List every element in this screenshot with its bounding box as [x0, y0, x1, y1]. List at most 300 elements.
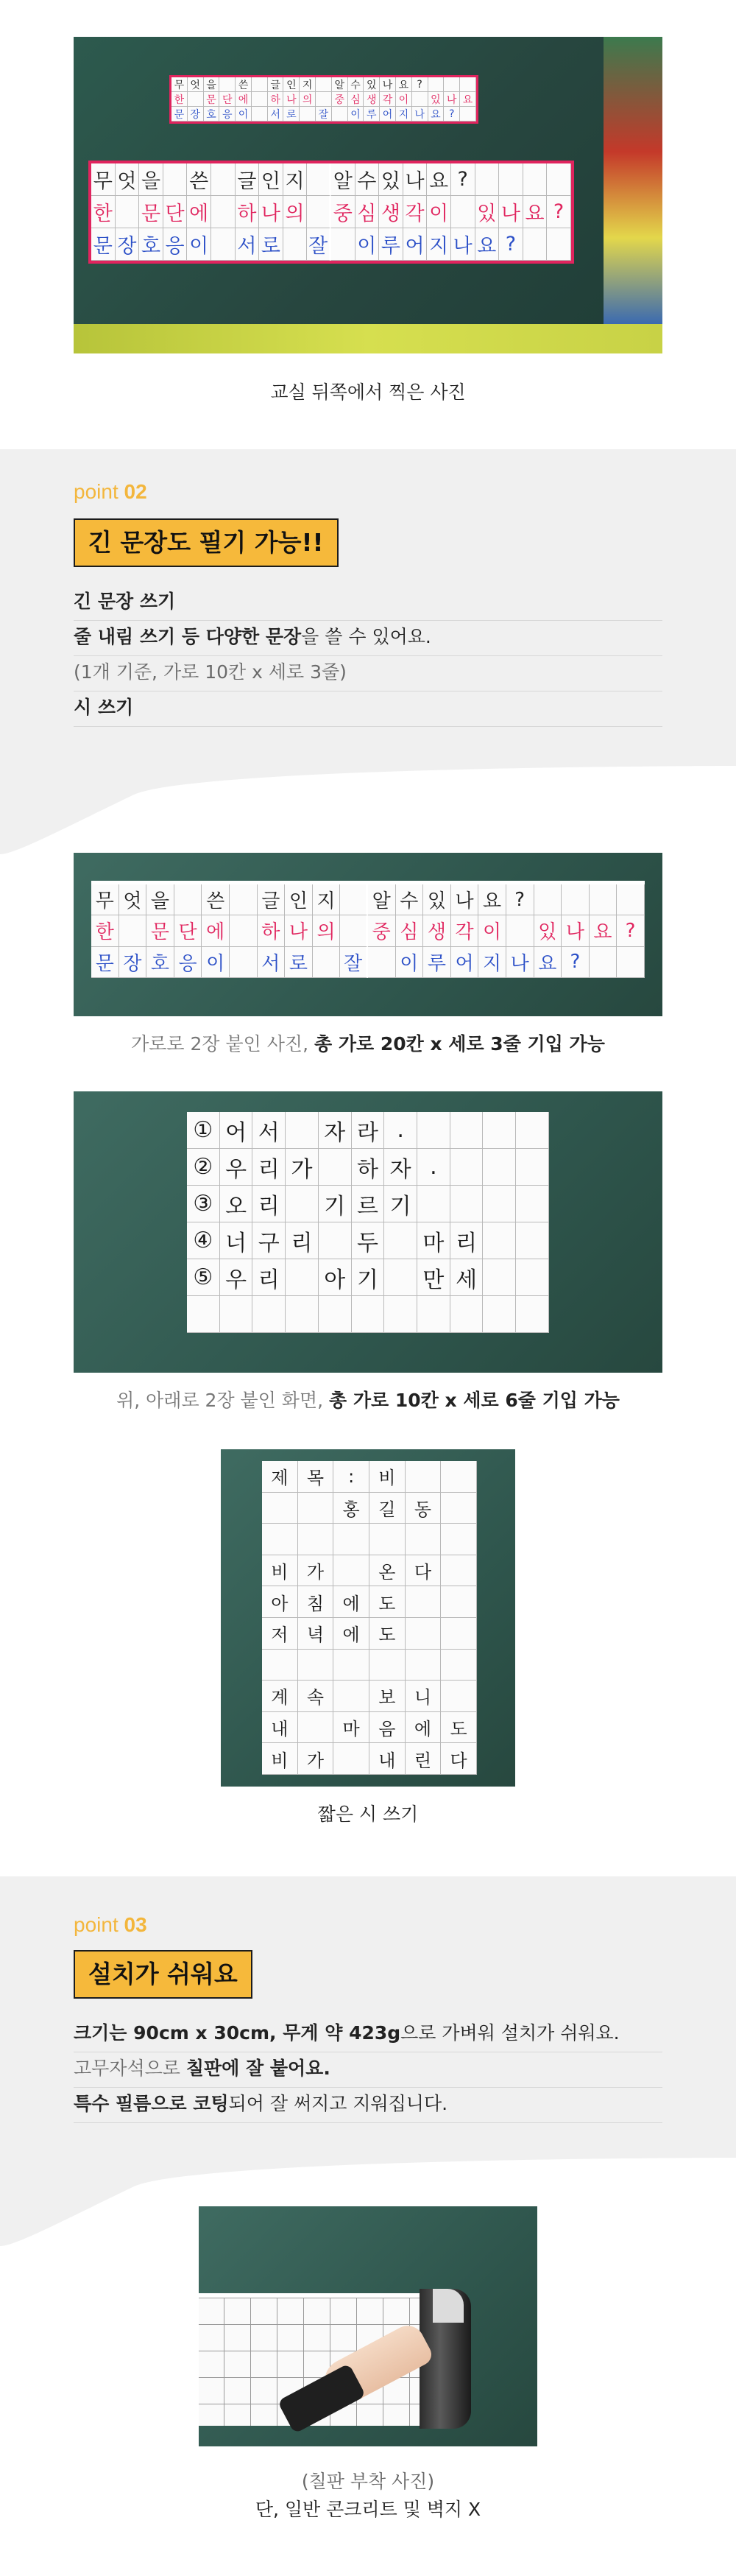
grid-cell: 있 [364, 77, 380, 92]
grid-cell: 로 [259, 228, 283, 261]
grid-cell: ? [412, 77, 428, 92]
grid-cell: 지 [427, 228, 451, 261]
grid-cell: 지 [313, 884, 341, 915]
grid-cell: 너 [220, 1222, 253, 1259]
grid-cell: 무 [91, 163, 116, 196]
grid-cell [499, 163, 523, 196]
grid-cell [286, 1296, 319, 1333]
grid-cell: ? [617, 915, 645, 946]
grid-row [187, 1149, 549, 1186]
grid-row [91, 196, 571, 228]
section-point02-header [0, 449, 736, 781]
grid-row [262, 1650, 477, 1681]
grid-cell [298, 1650, 334, 1681]
point03-line-2: 고무자석으로 칠판에 잘 붙어요. [74, 2056, 662, 2088]
grid-cell: 단 [163, 196, 188, 228]
grid-cell [483, 1149, 516, 1186]
grid-cell: 요 [475, 228, 500, 261]
grid-cell: 나 [259, 196, 283, 228]
grid-cell: 에 [333, 1618, 369, 1650]
grid-cell: 루 [423, 947, 451, 978]
grid-cell [340, 915, 368, 946]
grid-cell [307, 196, 331, 228]
curve-decoration [0, 766, 736, 854]
grid-cell: 내 [262, 1712, 298, 1744]
grid-cell [617, 947, 645, 978]
grid-cell: 가 [298, 1555, 334, 1587]
grid-cell: 의 [283, 196, 308, 228]
grid-row [262, 1681, 477, 1712]
grid-cell: 응 [174, 947, 202, 978]
grid-cell: 리 [450, 1222, 484, 1259]
grid-row [262, 1743, 477, 1775]
grid-cell: 문 [91, 947, 119, 978]
grid-cell [590, 884, 618, 915]
grid-cell [406, 1618, 442, 1650]
grid-cell [475, 163, 500, 196]
grid-cell [460, 77, 476, 92]
grid-cell: 인 [283, 77, 300, 92]
grid-cell: : [333, 1461, 369, 1493]
grid-cell [333, 1555, 369, 1587]
grid-cell [369, 1524, 406, 1555]
grid-cell [441, 1461, 477, 1493]
grid-cell: 나 [380, 77, 396, 92]
grid-cell [516, 1186, 549, 1222]
classroom-wall [604, 37, 662, 324]
grid-cell [307, 163, 331, 196]
grid-cell [516, 1296, 549, 1333]
grid-cell: 지 [283, 163, 308, 196]
grid-cell: 각 [380, 92, 396, 107]
grid-cell: 요 [427, 163, 451, 196]
grid-cell [187, 1296, 220, 1333]
grid-cell: 엇 [188, 77, 204, 92]
grid-cell [441, 1524, 477, 1555]
grid-cell: 쓴 [236, 77, 252, 92]
grid-cell: 에 [187, 196, 211, 228]
grid-cell: 목 [298, 1461, 334, 1493]
grid-cell: 문 [204, 92, 220, 107]
grid-cell [516, 1222, 549, 1259]
grid-cell: 구 [252, 1222, 286, 1259]
grid-cell: 있 [423, 884, 451, 915]
grid-cell: 이 [187, 228, 211, 261]
classroom-caption: 교실 뒤쪽에서 찍은 사진 [270, 381, 466, 403]
grid-cell: 심 [355, 196, 380, 228]
point03-label: point 03 [74, 1913, 147, 1936]
grid-cell [286, 1112, 319, 1149]
grid-cell [298, 1524, 334, 1555]
grid-cell: 인 [259, 163, 283, 196]
grid-cell: 장 [119, 947, 147, 978]
section-point02-photos [0, 766, 736, 1878]
grid-cell: 글 [236, 163, 260, 196]
section-install [0, 2158, 736, 2576]
grid-cell [298, 1712, 334, 1744]
grid-cell: 중 [368, 915, 396, 946]
grid-cell [451, 196, 475, 228]
grid-row [91, 884, 645, 915]
grid-cell [441, 1555, 477, 1587]
grid-cell: 생 [364, 92, 380, 107]
section-point03 [0, 1876, 736, 2171]
grid-cell [262, 1524, 298, 1555]
grid-cell: 어 [403, 228, 428, 261]
grid-cell: 마 [333, 1712, 369, 1744]
grid-cell: ? [562, 947, 590, 978]
grid-cell: . [417, 1149, 450, 1186]
magnet-backing-tip [433, 2289, 464, 2323]
install-photo [199, 2206, 537, 2446]
grid-cell [174, 884, 202, 915]
grid-cell: 응 [163, 228, 188, 261]
grid-row [262, 1493, 477, 1524]
grid-cell: 계 [262, 1681, 298, 1712]
grid-cell [562, 884, 590, 915]
grid-cell: 나 [562, 915, 590, 946]
grid-cell: 알 [331, 163, 355, 196]
grid-row [171, 107, 476, 122]
grid-cell: 지 [396, 107, 412, 122]
grid-cell: 로 [285, 947, 313, 978]
grid-cell: 장 [116, 228, 140, 261]
grid-cell: 이 [236, 107, 252, 122]
grid-cell [412, 92, 428, 107]
grid-cell: 응 [219, 107, 236, 122]
grid-cell: 수 [396, 884, 424, 915]
grid-cell: 나 [285, 915, 313, 946]
grid-cell: 호 [146, 947, 174, 978]
grid-cell: 수 [355, 163, 380, 196]
grid-cell: 쓴 [187, 163, 211, 196]
grid-cell: 이 [396, 947, 424, 978]
grid-cell: 하 [236, 196, 260, 228]
grid-cell [450, 1112, 484, 1149]
grid-cell: 리 [252, 1186, 286, 1222]
grid-cell: 한 [91, 915, 119, 946]
grid-cell: 나 [403, 163, 428, 196]
grid-cell [506, 915, 534, 946]
grid-cell: 제 [262, 1461, 298, 1493]
grid-cell: ② [187, 1149, 220, 1186]
grid-cell: 수 [348, 77, 364, 92]
small-grid-strip [169, 75, 478, 124]
grid-cell: 다 [406, 1555, 442, 1587]
grid-cell: 의 [313, 915, 341, 946]
classroom-photo [74, 37, 662, 353]
section-classroom [0, 0, 736, 449]
grid-row [91, 228, 571, 261]
grid-row [262, 1524, 477, 1555]
grid-cell: 아 [319, 1259, 352, 1296]
grid-cell: 라 [352, 1112, 385, 1149]
grid-row [171, 92, 476, 107]
grid-cell: 단 [219, 92, 236, 107]
grid-cell: 비 [262, 1555, 298, 1587]
grid-cell [590, 947, 618, 978]
grid-cell [252, 92, 268, 107]
grid-cell [523, 228, 548, 261]
grid-cell [417, 1112, 450, 1149]
grid-cell: 린 [406, 1743, 442, 1775]
grid-cell [406, 1650, 442, 1681]
point02-line-1: 긴 문장 쓰기 [74, 589, 662, 621]
grid-cell [441, 1618, 477, 1650]
grid-row [171, 77, 476, 92]
install-caption-note: (칠판 부착 사진) [301, 2471, 435, 2492]
point02-line-4: 시 쓰기 [74, 695, 662, 727]
grid-cell: ③ [187, 1186, 220, 1222]
grid-cell: 마 [417, 1222, 450, 1259]
grid-cell [298, 1493, 334, 1524]
grid-cell [211, 196, 236, 228]
grid-cell [483, 1186, 516, 1222]
horizontal-grid [91, 881, 645, 978]
grid-cell [384, 1259, 417, 1296]
grid-cell: 서 [258, 947, 286, 978]
grid-cell [283, 228, 308, 261]
grid-cell [319, 1222, 352, 1259]
grid-cell [116, 196, 140, 228]
grid-cell: 인 [285, 884, 313, 915]
grid-cell: ① [187, 1112, 220, 1149]
grid-cell [384, 1222, 417, 1259]
grid-cell [333, 1650, 369, 1681]
grid-cell: 요 [590, 915, 618, 946]
grid-cell: 심 [348, 92, 364, 107]
grid-cell: 지 [300, 77, 316, 92]
grid-cell: ? [506, 884, 534, 915]
grid-cell: 알 [368, 884, 396, 915]
grid-cell: 이 [396, 92, 412, 107]
grid-cell [333, 1524, 369, 1555]
grid-cell [211, 163, 236, 196]
grid-cell: 온 [369, 1555, 406, 1587]
grid-cell: 가 [298, 1743, 334, 1775]
vertical-photo [74, 1091, 662, 1373]
grid-cell [332, 107, 348, 122]
grid-cell: 생 [423, 915, 451, 946]
grid-cell: 무 [171, 77, 188, 92]
grid-cell: 리 [286, 1222, 319, 1259]
grid-cell: 문 [171, 107, 188, 122]
grid-cell: ? [451, 163, 475, 196]
grid-cell [547, 163, 571, 196]
grid-cell: 있 [428, 92, 445, 107]
grid-cell: 녁 [298, 1618, 334, 1650]
vertical-grid [187, 1112, 549, 1333]
grid-cell [483, 1259, 516, 1296]
grid-cell: 로 [283, 107, 300, 122]
grid-cell: 기 [352, 1259, 385, 1296]
grid-cell: 호 [204, 107, 220, 122]
grid-cell: 아 [262, 1586, 298, 1618]
point02-title: 긴 문장도 필기 가능!! [74, 518, 339, 567]
grid-cell [119, 915, 147, 946]
grid-cell [417, 1296, 450, 1333]
grid-cell [262, 1650, 298, 1681]
grid-cell [369, 1650, 406, 1681]
grid-cell [460, 107, 476, 122]
grid-cell [450, 1186, 484, 1222]
grid-cell: 쓴 [202, 884, 230, 915]
grid-cell: 침 [298, 1586, 334, 1618]
grid-cell [340, 884, 368, 915]
grid-cell [450, 1149, 484, 1186]
grid-cell: 저 [262, 1618, 298, 1650]
grid-row [187, 1296, 549, 1333]
grid-cell: 자 [319, 1112, 352, 1149]
grid-cell: 잘 [307, 228, 331, 261]
grid-cell [286, 1186, 319, 1222]
grid-cell: 기 [319, 1186, 352, 1222]
grid-cell: 비 [369, 1461, 406, 1493]
grid-row [262, 1712, 477, 1744]
grid-cell: 각 [451, 915, 479, 946]
grid-cell: 을 [139, 163, 163, 196]
point02-line-2: 줄 내림 쓰기 등 다양한 문장을 쓸 수 있어요. [74, 624, 662, 656]
grid-cell [230, 947, 258, 978]
horizontal-caption: 가로로 2장 붙인 사진, 총 가로 20칸 x 세로 3줄 기입 가능 [131, 1033, 605, 1055]
grid-cell [319, 1149, 352, 1186]
grid-cell [516, 1112, 549, 1149]
grid-cell: 비 [262, 1743, 298, 1775]
grid-cell [516, 1259, 549, 1296]
grid-cell: 다 [441, 1743, 477, 1775]
grid-cell: 요 [523, 196, 548, 228]
grid-cell [163, 163, 188, 196]
grid-cell: 에 [236, 92, 252, 107]
grid-cell [319, 1296, 352, 1333]
grid-cell: 요 [396, 77, 412, 92]
grid-row [91, 915, 645, 946]
grid-cell [286, 1259, 319, 1296]
grid-cell [441, 1681, 477, 1712]
grid-cell: 중 [332, 92, 348, 107]
grid-row [187, 1259, 549, 1296]
grid-cell: 루 [379, 228, 403, 261]
grid-cell: 에 [202, 915, 230, 946]
grid-cell [219, 77, 236, 92]
grid-cell [441, 1586, 477, 1618]
chalk-ledge [74, 324, 662, 353]
grid-cell: 글 [268, 77, 284, 92]
poem-caption: 짧은 시 쓰기 [317, 1803, 419, 1825]
grid-cell: 요 [478, 884, 506, 915]
grid-cell [333, 1743, 369, 1775]
grid-row [187, 1112, 549, 1149]
grid-cell [406, 1586, 442, 1618]
poem-photo [221, 1449, 515, 1787]
grid-cell [417, 1186, 450, 1222]
grid-cell: 요 [460, 92, 476, 107]
grid-cell: 홍 [333, 1493, 369, 1524]
grid-row [262, 1555, 477, 1587]
grid-cell: 도 [441, 1712, 477, 1744]
grid-cell [444, 77, 460, 92]
grid-cell: 동 [406, 1493, 442, 1524]
grid-cell: ? [547, 196, 571, 228]
grid-cell: 나 [451, 884, 479, 915]
grid-cell: 한 [171, 92, 188, 107]
grid-cell: 서 [236, 228, 260, 261]
grid-cell [252, 107, 268, 122]
grid-cell: 두 [352, 1222, 385, 1259]
grid-cell [262, 1493, 298, 1524]
grid-cell: 기 [384, 1186, 417, 1222]
grid-cell: 있 [475, 196, 500, 228]
grid-cell [331, 228, 355, 261]
grid-cell [428, 77, 445, 92]
grid-row [262, 1461, 477, 1493]
grid-cell: 단 [174, 915, 202, 946]
grid-cell [384, 1296, 417, 1333]
grid-cell: ? [499, 228, 523, 261]
grid-cell: 도 [369, 1618, 406, 1650]
grid-cell: 하 [258, 915, 286, 946]
grid-cell: 나 [283, 92, 300, 107]
grid-cell [300, 107, 316, 122]
grid-row [187, 1222, 549, 1259]
point02-line-3: (1개 기준, 가로 10칸 x 세로 3줄) [74, 660, 662, 691]
grid-cell: 잘 [316, 107, 332, 122]
grid-cell: 무 [91, 884, 119, 915]
grid-cell [230, 915, 258, 946]
grid-cell [252, 77, 268, 92]
grid-cell: 오 [220, 1186, 253, 1222]
grid-cell: 음 [369, 1712, 406, 1744]
grid-cell: 알 [332, 77, 348, 92]
grid-cell: 요 [534, 947, 562, 978]
grid-cell: 속 [298, 1681, 334, 1712]
grid-cell: 나 [412, 107, 428, 122]
grid-cell [211, 228, 236, 261]
grid-cell: 도 [369, 1586, 406, 1618]
grid-cell [483, 1222, 516, 1259]
grid-cell: 에 [333, 1586, 369, 1618]
vertical-caption: 위, 아래로 2장 붙인 화면, 총 가로 10칸 x 세로 6줄 기입 가능 [116, 1390, 620, 1411]
grid-row [91, 163, 571, 196]
grid-cell: 하 [268, 92, 284, 107]
grid-row [262, 1618, 477, 1650]
grid-cell: 있 [379, 163, 403, 196]
grid-cell: 문 [91, 228, 116, 261]
grid-cell: 문 [139, 196, 163, 228]
grid-cell: 보 [369, 1681, 406, 1712]
grid-cell: 리 [252, 1149, 286, 1186]
grid-cell [368, 947, 396, 978]
grid-cell: 요 [428, 107, 445, 122]
grid-cell: 나 [444, 92, 460, 107]
grid-cell: 만 [417, 1259, 450, 1296]
grid-cell [316, 92, 332, 107]
grid-cell: 세 [450, 1259, 484, 1296]
grid-cell: 이 [478, 915, 506, 946]
grid-cell: 서 [252, 1112, 286, 1149]
point03-title: 설치가 쉬워요 [74, 1950, 252, 1999]
grid-cell: 엇 [116, 163, 140, 196]
grid-cell: 나 [451, 228, 475, 261]
grid-row [187, 1186, 549, 1222]
grid-cell: 하 [352, 1149, 385, 1186]
grid-cell: 르 [352, 1186, 385, 1222]
grid-cell: 을 [146, 884, 174, 915]
grid-cell: 중 [331, 196, 355, 228]
grid-cell [441, 1650, 477, 1681]
grid-cell: 이 [348, 107, 364, 122]
grid-cell: 생 [379, 196, 403, 228]
